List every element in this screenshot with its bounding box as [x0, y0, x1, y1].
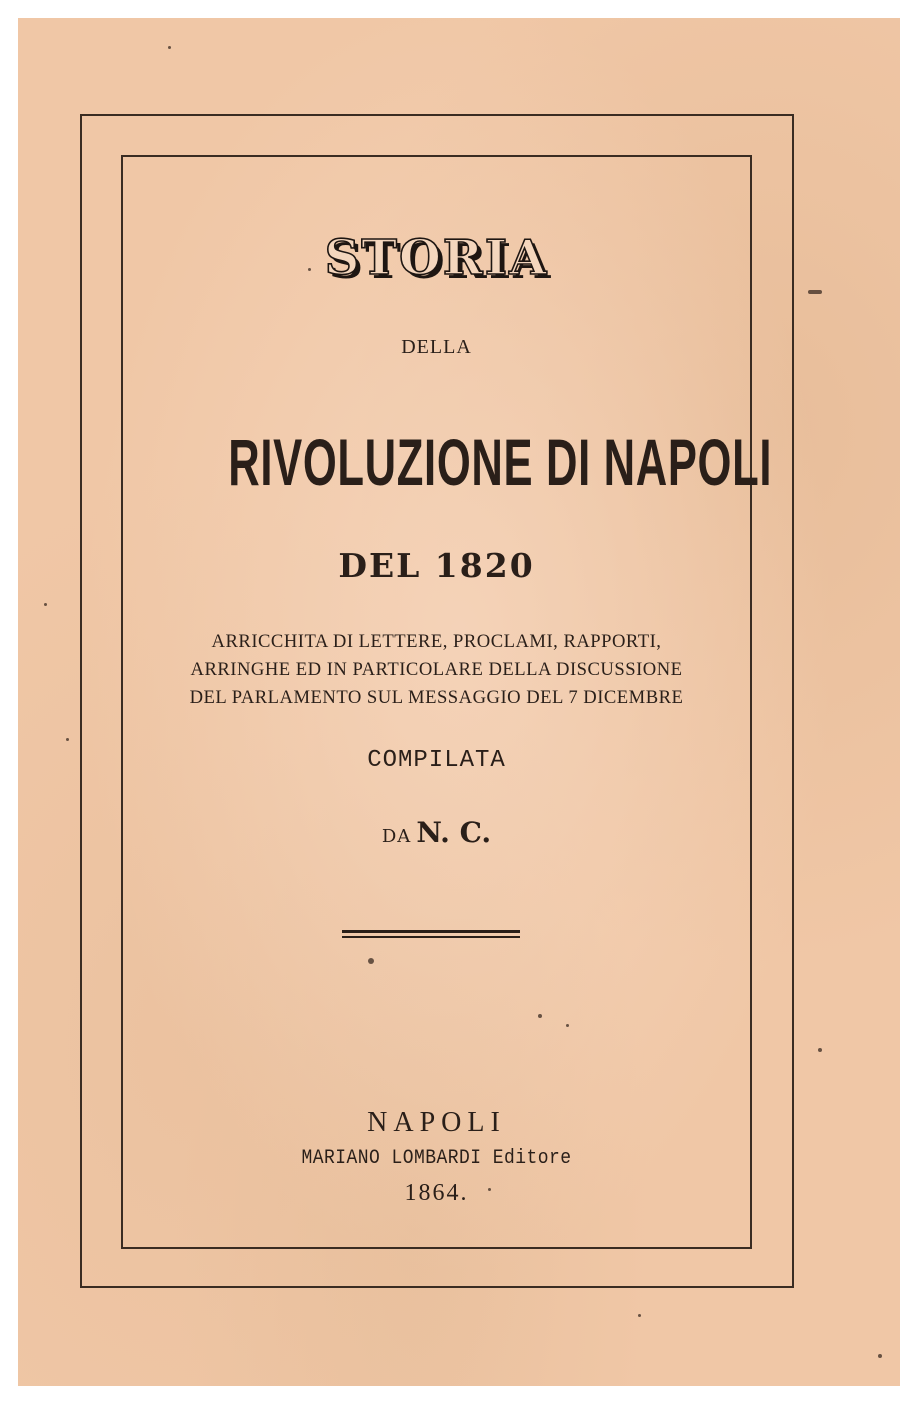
imprint-year: 1864.	[404, 1180, 469, 1206]
foxing-speck	[566, 1024, 569, 1027]
foxing-speck	[488, 1188, 491, 1191]
foxing-speck	[368, 958, 374, 964]
author-line	[121, 816, 752, 854]
date-line: DEL 1820	[338, 546, 535, 585]
subtitle-line-2: ARRINGHE ED IN PARTICOLARE DELLA DISCUSSIONE	[190, 659, 683, 680]
author-prefix: DA	[381, 826, 412, 847]
foxing-speck	[808, 290, 822, 294]
foxing-speck	[66, 738, 69, 741]
foxing-speck	[818, 1048, 822, 1052]
subtitle-line-1: ARRICCHITA DI LETTERE, PROCLAMI, RAPPORTI,	[211, 631, 662, 652]
imprint-city: NAPOLI	[367, 1107, 506, 1138]
subtitle-line-3: DEL PARLAMENTO SUL MESSAGGIO DEL 7 DICEMBRE	[189, 687, 684, 708]
foxing-speck	[538, 1014, 542, 1018]
title-connector: DELLA	[401, 336, 472, 358]
ornamental-rule-thick	[342, 930, 520, 933]
foxing-speck	[168, 46, 171, 49]
foxing-speck	[878, 1354, 882, 1358]
title-word: STORIA	[324, 230, 549, 286]
foxing-speck	[44, 603, 47, 606]
title-page	[18, 18, 900, 1386]
foxing-speck	[308, 268, 311, 271]
imprint-publisher: MARIANO LOMBARDI Editore	[301, 1147, 572, 1170]
compiled-label: COMPILATA	[367, 747, 506, 774]
main-title: RIVOLUZIONE DI NAPOLI	[228, 425, 773, 499]
ornamental-rule-thin	[342, 936, 520, 938]
foxing-speck	[638, 1314, 641, 1317]
author-initials: N. C.	[416, 816, 492, 849]
